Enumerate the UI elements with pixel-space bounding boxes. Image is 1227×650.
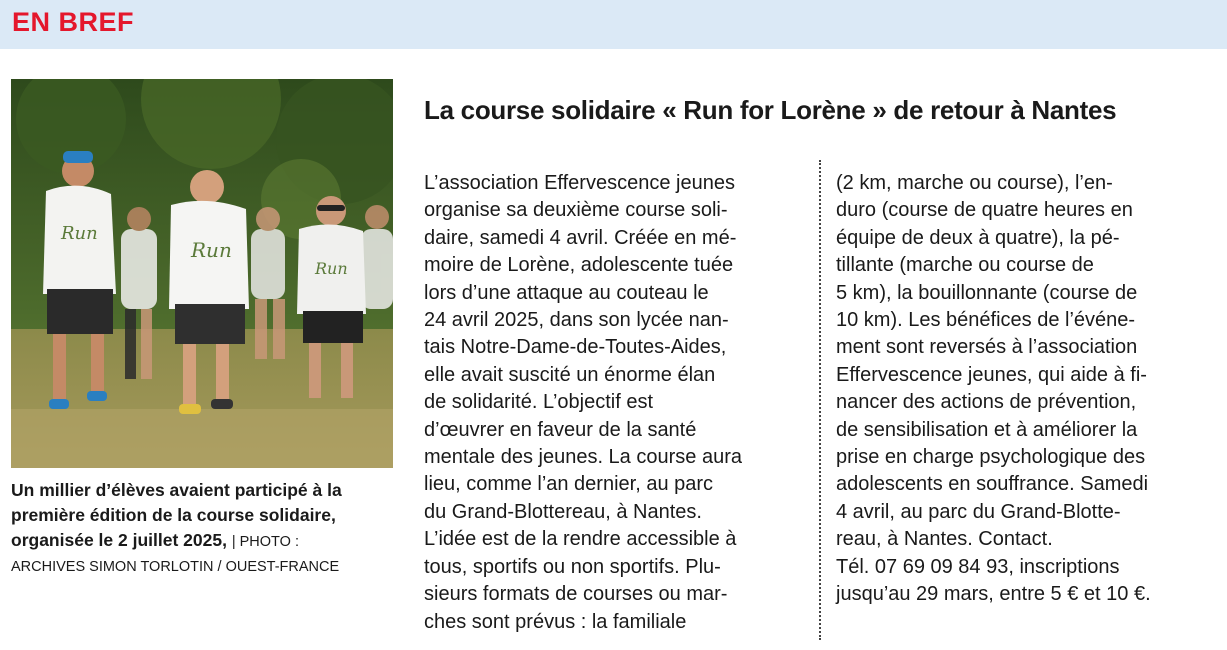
article-line: du Grand-Blottereau, à Nantes.	[424, 500, 702, 523]
article-line: duro (course de quatre heures en	[836, 199, 1133, 222]
caption-line: première édition de la course solidaire,	[11, 505, 336, 525]
photo-credit-inline: | PHOTO :	[231, 534, 299, 550]
section-banner	[0, 0, 1227, 49]
article-line: de solidarité. L’objectif est	[424, 391, 654, 414]
article-line: organise sa deuxième course soli-	[424, 199, 728, 222]
article-line: 5 km), la bouillonnante (course de	[836, 281, 1138, 304]
article-line: L’idée est de la rendre accessible à	[424, 528, 737, 551]
article-line: sieurs formats de courses ou mar-	[424, 583, 728, 606]
article-line: adolescents en souffrance. Samedi	[836, 473, 1149, 496]
article-line: lieu, comme l’an dernier, au parc	[424, 473, 714, 496]
article-line: d’œuvrer en faveur de la santé	[424, 418, 697, 441]
article-line: mentale des jeunes. La course aura	[424, 446, 742, 469]
caption-line	[11, 528, 396, 555]
shirt-logo-left: Run	[61, 223, 98, 244]
article-line: jusqu’au 29 mars, entre 5 € et 10 €.	[836, 583, 1151, 606]
article-line: 24 avril 2025, dans son lycée nan-	[424, 309, 729, 332]
article-line: ches sont prévus : la familiale	[424, 610, 687, 633]
shirt-logo-center: Run	[191, 238, 232, 262]
article-line: tais Notre-Dame-de-Toutes-Aides,	[424, 336, 727, 359]
article-line: nancer des actions de prévention,	[836, 391, 1137, 414]
article-line: lors d’une attaque au couteau le	[424, 281, 709, 304]
article-line: 10 km). Les bénéfices de l’événe-	[836, 309, 1136, 332]
article-line: ment sont reversés à l’association	[836, 336, 1138, 359]
article-photo	[11, 79, 393, 468]
photo-credit: ARCHIVES SIMON TORLOTIN / OUEST-FRANCE	[11, 559, 340, 575]
article-line: L’association Effervescence jeunes	[424, 172, 735, 194]
article-line: tous, sportifs ou non sportifs. Plu-	[424, 555, 721, 578]
article-line: elle avait suscité un énorme élan	[424, 363, 716, 386]
article-headline: La course solidaire « Run for Lorène » de retour à Nantes	[424, 95, 1117, 125]
article-line: Tél. 07 69 09 84 93, inscriptions	[836, 555, 1120, 578]
article-line: Effervescence jeunes, qui aide à fi-	[836, 363, 1147, 386]
section-label: EN BREF	[12, 7, 135, 37]
article-line: reau, à Nantes. Contact.	[836, 528, 1053, 551]
photo-caption	[11, 478, 396, 575]
article-line: (2 km, marche ou course), l’en-	[836, 172, 1113, 194]
article-line: moire de Lorène, adolescente tuée	[424, 254, 734, 277]
article-column-1	[424, 170, 814, 636]
caption-text	[11, 478, 396, 555]
article-line: prise en charge psychologique des	[836, 446, 1146, 469]
shirt-logo-right: Run	[315, 259, 348, 278]
caption-line: Un millier d’élèves avaient participé à la	[11, 480, 342, 500]
article-line: équipe de deux à quatre), la pé-	[836, 226, 1120, 249]
column-divider	[819, 160, 821, 640]
article-line: 4 avril, au parc du Grand-Blotte-	[836, 500, 1121, 523]
caption-line-text: organisée le 2 juillet 2025,	[11, 530, 227, 550]
article-line: tillante (marche ou course de	[836, 254, 1094, 277]
article-column-2	[836, 170, 1221, 609]
article-line: daire, samedi 4 avril. Créée en mé-	[424, 226, 737, 249]
article-line: de sensibilisation et à améliorer la	[836, 418, 1138, 441]
runners-photo-illustration	[11, 79, 393, 468]
